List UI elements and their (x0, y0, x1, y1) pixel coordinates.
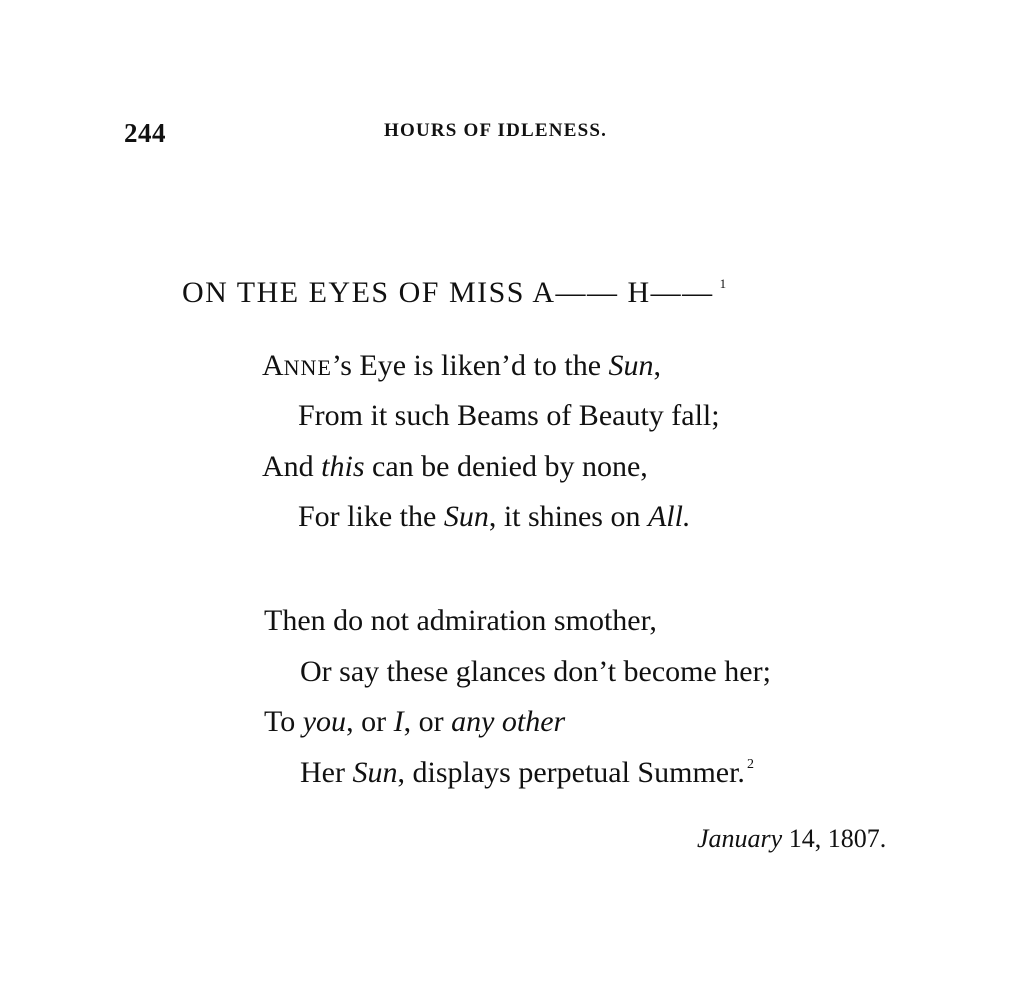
line-start: And (262, 450, 322, 483)
italic-word: Sun (443, 500, 489, 533)
italic-word: I (393, 705, 404, 738)
date-rest: 14, 1807. (782, 824, 887, 853)
line-start: For like the (298, 500, 444, 533)
title-footnote-marker: 1 (719, 276, 728, 291)
stanza1-line4 (298, 500, 690, 534)
footnote-marker: 2 (746, 757, 754, 772)
line-text: ’s Eye is liken’d to the (331, 349, 609, 382)
small-caps-initial: A (262, 349, 284, 382)
italic-word: Sun (352, 756, 398, 789)
line-end: , displays perpetual Summer. (397, 756, 745, 789)
running-head: HOURS OF IDLENESS. (384, 120, 608, 141)
dateline (697, 824, 886, 854)
line-mid: , or (403, 705, 452, 738)
stanza1-line2: From it such Beams of Beauty fall; (298, 399, 720, 432)
line-mid: , or (346, 705, 394, 738)
italic-word: this (321, 450, 365, 483)
small-caps-rest: NNE (283, 355, 332, 380)
poem-title (182, 276, 728, 310)
stanza2-line4 (300, 756, 754, 790)
italic-word: Sun (608, 349, 654, 382)
line-end: can be denied by none, (364, 450, 648, 483)
poem-title-text: ON THE EYES OF MISS A—— H—— (182, 276, 714, 309)
stanza2-line3 (264, 705, 565, 739)
stanza2-line2: Or say these glances don’t become her; (300, 655, 771, 688)
date-month: January (697, 824, 783, 853)
italic-word: All. (647, 500, 691, 533)
italic-word: any other (451, 705, 566, 738)
stanza2-line1: Then do not admiration smother, (264, 604, 657, 637)
line-mid: , it shines on (488, 500, 648, 533)
italic-word: you (302, 705, 347, 738)
stanza1-line1 (262, 349, 661, 383)
line-end: , (653, 349, 662, 382)
page-number: 244 (124, 118, 166, 148)
line-start: Her (300, 756, 353, 789)
stanza1-line3 (262, 450, 648, 484)
line-start: To (264, 705, 303, 738)
